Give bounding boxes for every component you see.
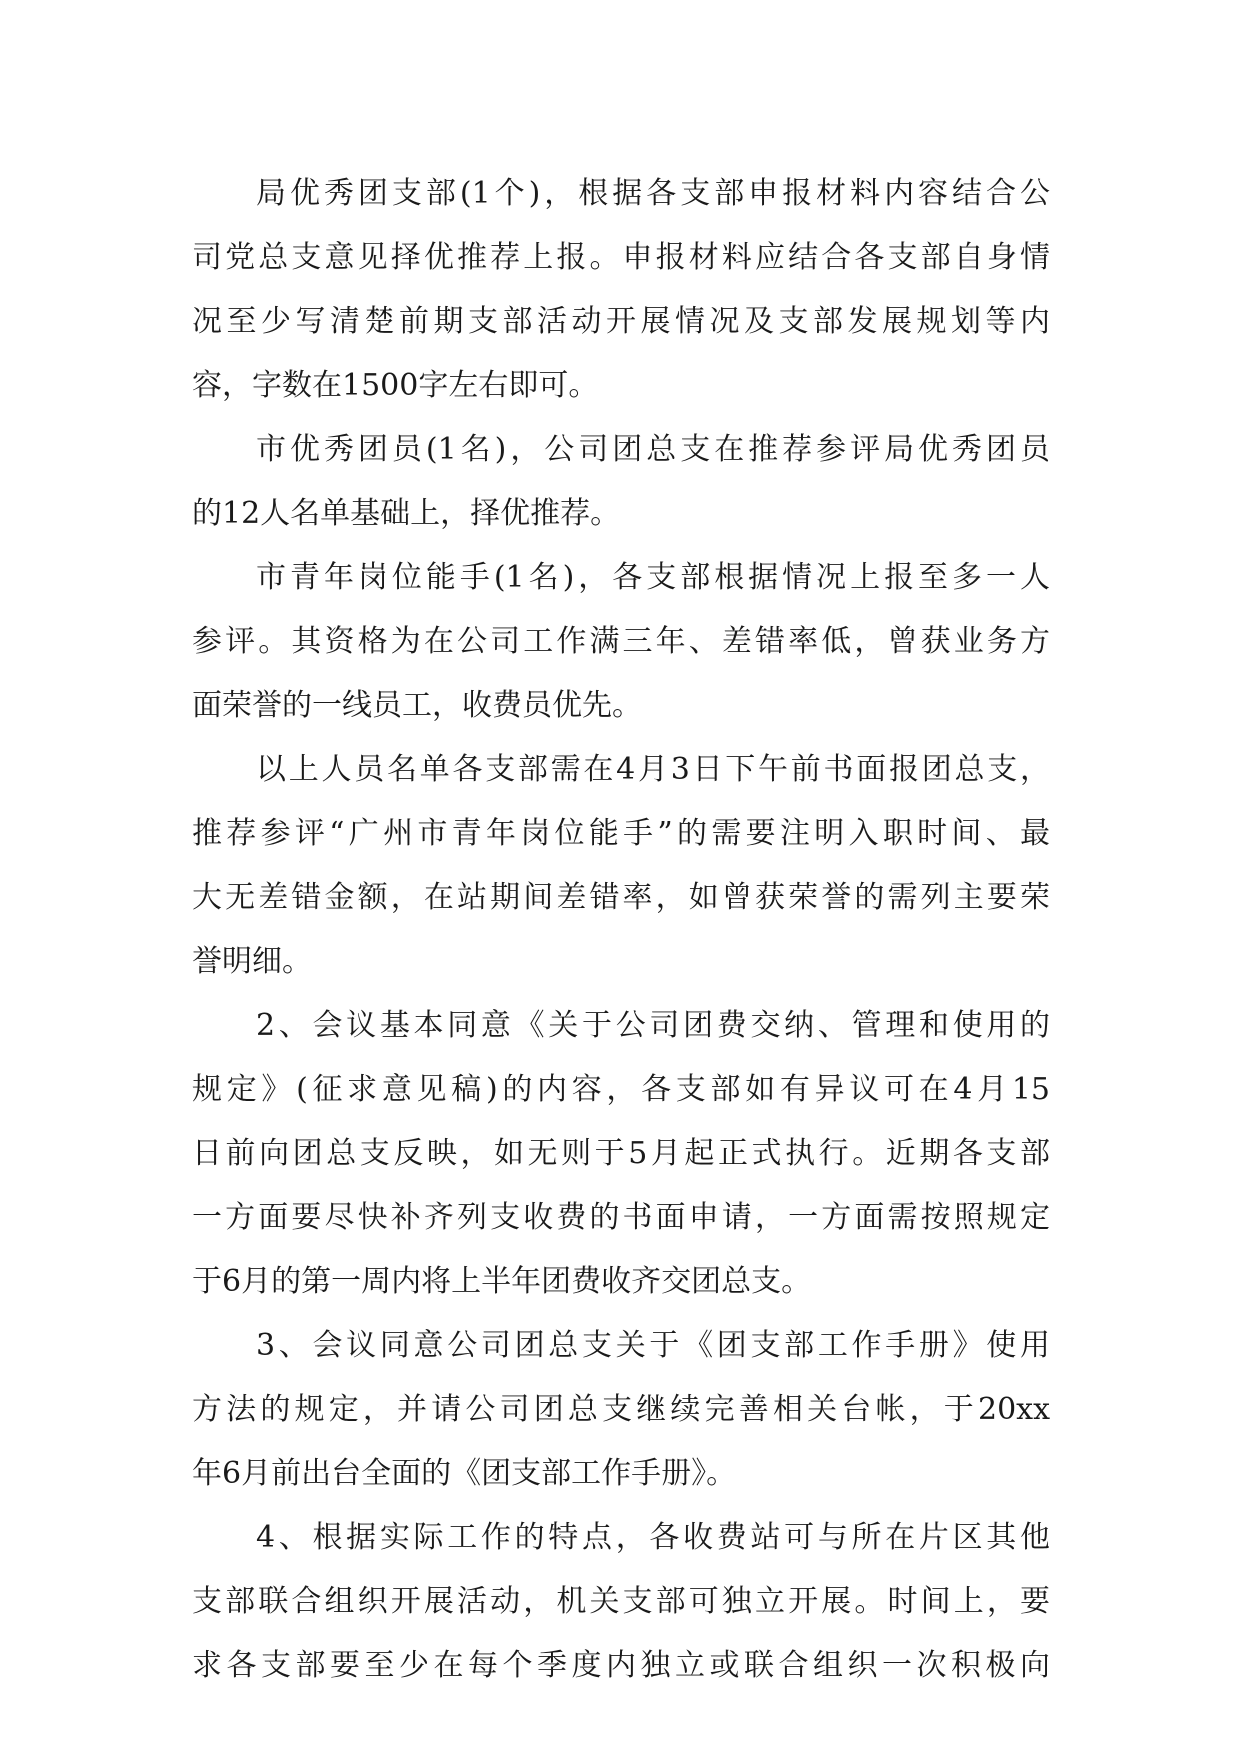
text-line: 支部联合组织开展活动，机关支部可独立开展。时间上，要	[192, 1584, 1050, 1619]
text-line: 于6月的第一周内将上半年团费收齐交团总支。	[192, 1264, 812, 1299]
text-line: 的12人名单基础上，择优推荐。	[192, 496, 621, 531]
document-body	[192, 162, 1050, 1698]
text-line: 3、会议同意公司团总支关于《团支部工作手册》使用	[256, 1328, 1050, 1363]
text-line: 司党总支意见择优推荐上报。申报材料应结合各支部自身情	[192, 240, 1050, 275]
text-line: 以上人员名单各支部需在4月3日下午前书面报团总支，	[256, 752, 1050, 787]
text-line: 市青年岗位能手(1名)，各支部根据情况上报至多一人	[256, 560, 1050, 595]
text-line: 局优秀团支部(1个)，根据各支部申报材料内容结合公	[256, 176, 1050, 211]
text-line: 方法的规定，并请公司团总支继续完善相关台帐，于20xx	[192, 1392, 1050, 1427]
text-line: 一方面要尽快补齐列支收费的书面申请，一方面需按照规定	[192, 1200, 1050, 1235]
text-line: 规定》(征求意见稿)的内容，各支部如有异议可在4月15	[192, 1072, 1050, 1107]
text-line: 容，字数在1500字左右即可。	[192, 368, 599, 403]
text-line: 况至少写清楚前期支部活动开展情况及支部发展规划等内	[192, 304, 1050, 339]
text-line: 誉明细。	[192, 944, 312, 979]
text-line: 面荣誉的一线员工，收费员优先。	[192, 688, 642, 723]
text-line: 2、会议基本同意《关于公司团费交纳、管理和使用的	[256, 1008, 1050, 1043]
text-line: 日前向团总支反映，如无则于5月起正式执行。近期各支部	[192, 1136, 1050, 1171]
text-line: 推荐参评“广州市青年岗位能手”的需要注明入职时间、最	[192, 816, 1050, 851]
text-line: 年6月前出台全面的《团支部工作手册》。	[192, 1456, 737, 1491]
text-line: 市优秀团员(1名)，公司团总支在推荐参评局优秀团员	[256, 432, 1050, 467]
text-line: 求各支部要至少在每个季度内独立或联合组织一次积极向	[192, 1648, 1050, 1683]
text-line: 大无差错金额，在站期间差错率，如曾获荣誉的需列主要荣	[192, 880, 1050, 915]
text-line: 参评。其资格为在公司工作满三年、差错率低，曾获业务方	[192, 624, 1050, 659]
text-line: 4、根据实际工作的特点，各收费站可与所在片区其他	[256, 1520, 1050, 1555]
